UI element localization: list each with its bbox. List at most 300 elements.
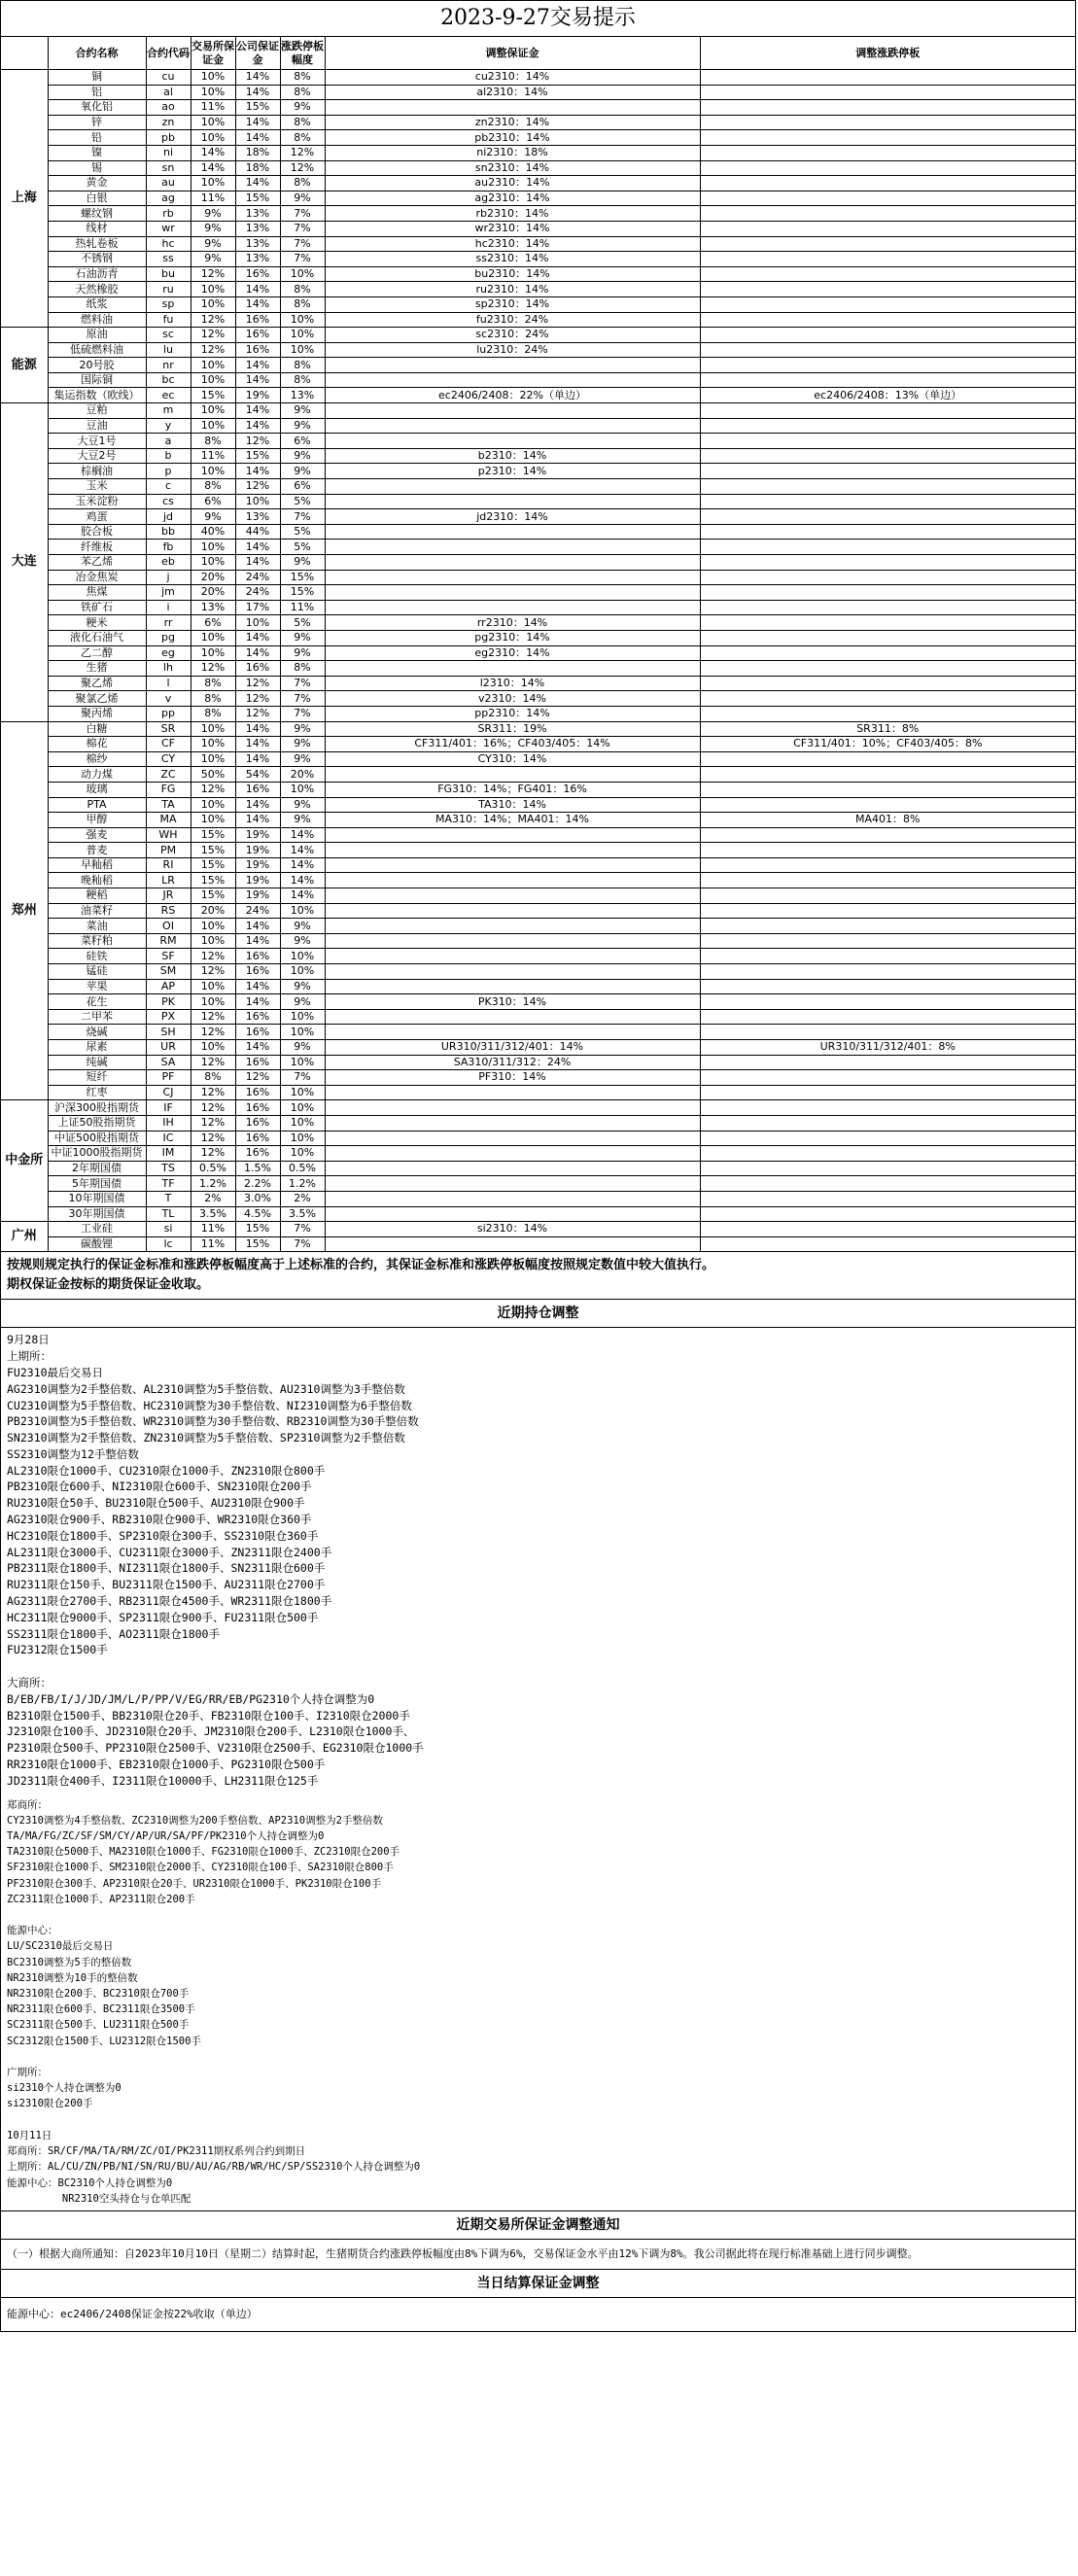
contract-code-cell: lc [146,1236,191,1252]
contract-name-cell: 聚乙烯 [48,676,146,691]
adjusted-margin-cell: UR310/311/312/401：14% [325,1040,700,1056]
company-margin-cell: 13% [235,206,280,222]
exchange-margin-cell: 20% [191,585,235,601]
adjusted-margin-cell [325,418,700,434]
adjusted-margin-cell: ni2310：18% [325,145,700,160]
contract-name-cell: 低硫燃料油 [48,342,146,358]
contract-code-cell: AP [146,979,191,994]
table-row [1,1025,1075,1040]
adjusted-margin-cell: CF311/401：16%；CF403/405：14% [325,737,700,752]
adjusted-price-limit-cell: MA401：8% [700,813,1075,828]
table-row [1,1040,1075,1056]
adjusted-price-limit-cell [700,358,1075,373]
contract-code-cell: IF [146,1100,191,1116]
exchange-margin-cell: 12% [191,1146,235,1162]
price-limit-cell: 5% [280,524,325,540]
adjusted-margin-cell: CY310：14% [325,751,700,767]
contract-code-cell: CF [146,737,191,752]
contract-name-cell: 胶合板 [48,524,146,540]
contract-code-cell: bb [146,524,191,540]
table-row [1,434,1075,449]
company-margin-cell: 19% [235,888,280,904]
company-margin-cell: 16% [235,342,280,358]
company-margin-cell: 16% [235,1009,280,1025]
company-margin-cell: 14% [235,540,280,555]
exchange-margin-cell: 11% [191,1236,235,1252]
rule-note-text: 按规则规定执行的保证金标准和涨跌停板幅度高于上述标准的合约，其保证金标准和涨跌停板幅度按照规定数值中较大值执行。 期权保证金按标的期货保证金收取。 [7,1258,715,1293]
exchange-margin-cell: 10% [191,979,235,994]
adjusted-price-limit-cell [700,661,1075,677]
contract-code-cell: SH [146,1025,191,1040]
price-limit-cell: 8% [280,130,325,146]
company-margin-cell: 14% [235,630,280,645]
contract-code-cell: ao [146,100,191,116]
contract-name-cell: 玻璃 [48,782,146,797]
price-limit-cell: 9% [280,630,325,645]
price-limit-cell: 20% [280,767,325,783]
price-limit-cell: 12% [280,145,325,160]
adjusted-price-limit-cell [700,1100,1075,1116]
adjusted-price-limit-cell [700,767,1075,783]
contract-name-cell: 30年期国债 [48,1206,146,1222]
exchange-margin-cell: 1.2% [191,1176,235,1192]
price-limit-cell: 7% [280,1070,325,1086]
company-margin-cell: 19% [235,843,280,858]
table-row [1,358,1075,373]
exchange-margin-cell: 10% [191,797,235,813]
exchange-margin-cell: 15% [191,888,235,904]
company-margin-cell: 16% [235,661,280,677]
company-margin-cell: 16% [235,1100,280,1116]
margin-notice-title: 近期交易所保证金调整通知 [1,2211,1075,2240]
contract-code-cell: fu [146,312,191,328]
contract-code-cell: UR [146,1040,191,1056]
adjusted-price-limit-cell [700,691,1075,707]
exchange-margin-cell: 8% [191,676,235,691]
price-limit-cell: 10% [280,1131,325,1146]
exchange-margin-cell: 12% [191,661,235,677]
adjusted-price-limit-cell [700,903,1075,919]
table-row [1,919,1075,934]
contract-name-cell: 油菜籽 [48,903,146,919]
exchange-margin-cell: 11% [191,191,235,206]
adjusted-margin-cell: bu2310：14% [325,266,700,282]
adjusted-margin-cell: rb2310：14% [325,206,700,222]
contract-code-cell: fb [146,540,191,555]
table-row [1,266,1075,282]
company-margin-cell: 16% [235,1115,280,1131]
adjusted-price-limit-cell [700,448,1075,464]
table-row [1,540,1075,555]
company-margin-cell: 15% [235,1222,280,1237]
contract-name-cell: 燃料油 [48,312,146,328]
table-row [1,1055,1075,1070]
contract-code-cell: OI [146,919,191,934]
adjusted-price-limit-cell [700,494,1075,509]
exchange-margin-cell: 11% [191,448,235,464]
company-margin-cell: 12% [235,434,280,449]
exchange-margin-cell: 9% [191,221,235,236]
company-margin-cell: 13% [235,252,280,267]
price-limit-cell: 14% [280,843,325,858]
adjusted-margin-cell [325,1115,700,1131]
adjusted-price-limit-cell [700,1131,1075,1146]
price-limit-cell: 10% [280,964,325,980]
exchange-margin-cell: 10% [191,737,235,752]
adjusted-price-limit-cell [700,630,1075,645]
adjusted-price-limit-cell [700,570,1075,585]
price-limit-cell: 8% [280,176,325,191]
adjusted-price-limit-cell [700,1206,1075,1222]
adjusted-price-limit-cell [700,1191,1075,1206]
adjusted-margin-cell [325,903,700,919]
contract-code-cell: sp [146,296,191,312]
table-row [1,737,1075,752]
table-row [1,827,1075,843]
contract-code-cell: SR [146,721,191,737]
adjusted-margin-cell [325,1146,700,1162]
company-margin-cell: 44% [235,524,280,540]
contract-code-cell: hc [146,236,191,252]
adjusted-price-limit-cell [700,1236,1075,1252]
contract-code-cell: FG [146,782,191,797]
exchange-margin-cell: 12% [191,1009,235,1025]
adjusted-margin-cell: eg2310：14% [325,645,700,661]
adjusted-price-limit-cell [700,418,1075,434]
price-limit-cell: 14% [280,873,325,888]
contract-name-cell: 短纤 [48,1070,146,1086]
contract-name-cell: 菜籽粕 [48,933,146,949]
company-margin-cell: 16% [235,1025,280,1040]
adjusted-margin-cell: SA310/311/312：24% [325,1055,700,1070]
exchange-margin-cell: 10% [191,1040,235,1056]
adjusted-price-limit-cell [700,555,1075,571]
table-header-cell: 合约代码 [146,37,191,70]
table-row [1,70,1075,86]
company-margin-cell: 14% [235,130,280,146]
table-header-cell: 调整保证金 [325,37,700,70]
price-limit-cell: 8% [280,372,325,388]
contract-code-cell: nr [146,358,191,373]
price-limit-cell: 10% [280,1085,325,1100]
contract-code-cell: eb [146,555,191,571]
company-margin-cell: 13% [235,236,280,252]
price-limit-cell: 8% [280,282,325,297]
contract-name-cell: 工业硅 [48,1222,146,1237]
adjusted-margin-cell [325,1100,700,1116]
table-row [1,282,1075,297]
adjusted-price-limit-cell [700,296,1075,312]
table-row [1,1236,1075,1252]
company-margin-cell: 14% [235,751,280,767]
table-row [1,706,1075,721]
adjusted-margin-cell: pb2310：14% [325,130,700,146]
adjusted-margin-cell: si2310：14% [325,1222,700,1237]
contract-name-cell: 螺纹钢 [48,206,146,222]
company-margin-cell: 14% [235,282,280,297]
exchange-margin-cell: 10% [191,70,235,86]
exchange-margin-cell: 10% [191,555,235,571]
adjusted-price-limit-cell [700,464,1075,479]
adjusted-price-limit-cell [700,676,1075,691]
exchange-margin-cell: 10% [191,418,235,434]
adjusted-margin-cell: sc2310：24% [325,328,700,343]
company-margin-cell: 14% [235,418,280,434]
exchange-margin-cell: 12% [191,964,235,980]
company-margin-cell: 13% [235,509,280,525]
contract-code-cell: sc [146,328,191,343]
contract-name-cell: 聚丙烯 [48,706,146,721]
table-row [1,994,1075,1010]
adjusted-margin-cell: jd2310：14% [325,509,700,525]
adjusted-price-limit-cell [700,479,1075,495]
company-margin-cell: 12% [235,676,280,691]
price-limit-cell: 10% [280,328,325,343]
price-limit-cell: 6% [280,479,325,495]
contract-code-cell: SF [146,949,191,964]
company-margin-cell: 1.5% [235,1161,280,1176]
contract-name-cell: 纤维板 [48,540,146,555]
contract-name-cell: 红枣 [48,1085,146,1100]
table-row [1,252,1075,267]
adjusted-margin-cell [325,540,700,555]
contract-code-cell: eg [146,645,191,661]
contract-name-cell: 线材 [48,221,146,236]
price-limit-cell: 8% [280,85,325,100]
contract-name-cell: 棉纱 [48,751,146,767]
price-limit-cell: 10% [280,1009,325,1025]
contract-code-cell: cu [146,70,191,86]
contract-name-cell: 5年期国债 [48,1176,146,1192]
adjusted-margin-cell: p2310：14% [325,464,700,479]
contract-code-cell: CJ [146,1085,191,1100]
price-limit-cell: 7% [280,1222,325,1237]
price-limit-cell: 14% [280,827,325,843]
table-row [1,585,1075,601]
adjusted-margin-cell [325,949,700,964]
adjusted-margin-cell [325,767,700,783]
contract-code-cell: rb [146,206,191,222]
contract-name-cell: 不锈钢 [48,252,146,267]
adjusted-margin-cell [325,888,700,904]
price-limit-cell: 9% [280,555,325,571]
contract-code-cell: l [146,676,191,691]
adjusted-margin-cell: lu2310：24% [325,342,700,358]
adjusted-margin-cell [325,372,700,388]
adjusted-margin-cell: sn2310：14% [325,160,700,176]
adjusted-price-limit-cell [700,372,1075,388]
exchange-margin-cell: 3.5% [191,1206,235,1222]
company-margin-cell: 16% [235,964,280,980]
adjusted-price-limit-cell [700,1085,1075,1100]
contract-code-cell: bc [146,372,191,388]
table-row [1,903,1075,919]
contract-name-cell: 碳酸锂 [48,1236,146,1252]
company-margin-cell: 16% [235,1146,280,1162]
adjusted-margin-cell [325,857,700,873]
adjusted-price-limit-cell [700,585,1075,601]
company-margin-cell: 14% [235,358,280,373]
contract-name-cell: 玉米 [48,479,146,495]
company-margin-cell: 19% [235,873,280,888]
exchange-margin-cell: 10% [191,751,235,767]
table-row [1,888,1075,904]
table-row [1,1191,1075,1206]
contract-code-cell: SA [146,1055,191,1070]
contract-code-cell: RM [146,933,191,949]
adjusted-price-limit-cell [700,282,1075,297]
adjusted-price-limit-cell [700,328,1075,343]
exchange-margin-cell: 12% [191,1055,235,1070]
adjusted-price-limit-cell [700,1055,1075,1070]
table-header-cell: 调整涨跌停板 [700,37,1075,70]
table-header-row [1,37,1075,70]
table-row [1,1085,1075,1100]
contract-code-cell: TS [146,1161,191,1176]
exchange-cell: 郑州 [1,721,48,1100]
company-margin-cell: 14% [235,70,280,86]
company-margin-cell: 19% [235,857,280,873]
contract-name-cell: 黄金 [48,176,146,191]
price-limit-cell: 9% [280,448,325,464]
table-header-cell: 合约名称 [48,37,146,70]
company-margin-cell: 15% [235,1236,280,1252]
contract-name-cell: 强麦 [48,827,146,843]
price-limit-cell: 9% [280,979,325,994]
contracts-table-body [1,37,1075,1252]
contract-code-cell: TF [146,1176,191,1192]
contract-code-cell: PX [146,1009,191,1025]
contract-name-cell: 棕榈油 [48,464,146,479]
adjusted-price-limit-cell [700,857,1075,873]
contract-name-cell: 棉花 [48,737,146,752]
adjusted-margin-cell [325,1025,700,1040]
contract-name-cell: 锡 [48,160,146,176]
company-margin-cell: 14% [235,645,280,661]
company-margin-cell: 14% [235,994,280,1010]
contract-code-cell: ec [146,388,191,403]
contract-name-cell: 生猪 [48,661,146,677]
exchange-margin-cell: 12% [191,1131,235,1146]
adjusted-margin-cell [325,933,700,949]
table-row [1,524,1075,540]
exchange-margin-cell: 8% [191,434,235,449]
exchange-margin-cell: 6% [191,494,235,509]
contract-code-cell: ZC [146,767,191,783]
company-margin-cell: 16% [235,328,280,343]
adjusted-margin-cell: b2310：14% [325,448,700,464]
exchange-margin-cell: 12% [191,1085,235,1100]
exchange-cell: 大连 [1,403,48,721]
adjusted-price-limit-cell [700,888,1075,904]
price-limit-cell: 7% [280,252,325,267]
adjusted-price-limit-cell [700,964,1075,980]
exchange-margin-cell: 9% [191,509,235,525]
adjusted-margin-cell: cu2310：14% [325,70,700,86]
exchange-margin-cell: 12% [191,949,235,964]
contract-code-cell: ru [146,282,191,297]
adjusted-margin-cell: SR311：19% [325,721,700,737]
contract-name-cell: 热轧卷板 [48,236,146,252]
contract-code-cell: zn [146,115,191,130]
contract-code-cell: al [146,85,191,100]
table-row [1,964,1075,980]
contract-name-cell: 铁矿石 [48,600,146,615]
adjusted-price-limit-cell [700,979,1075,994]
price-limit-cell: 5% [280,494,325,509]
exchange-cell: 上海 [1,70,48,328]
adjusted-price-limit-cell [700,1176,1075,1192]
adjusted-margin-cell [325,661,700,677]
table-row [1,843,1075,858]
price-limit-cell: 8% [280,358,325,373]
price-limit-cell: 5% [280,540,325,555]
company-margin-cell: 14% [235,372,280,388]
contract-code-cell: a [146,434,191,449]
table-row [1,1070,1075,1086]
company-margin-cell: 17% [235,600,280,615]
company-margin-cell: 19% [235,827,280,843]
price-limit-cell: 15% [280,585,325,601]
contract-name-cell: 锌 [48,115,146,130]
price-limit-cell: 9% [280,994,325,1010]
price-limit-cell: 9% [280,645,325,661]
table-row [1,1176,1075,1192]
contract-name-cell: 二甲苯 [48,1009,146,1025]
adjusted-margin-cell: pg2310：14% [325,630,700,645]
exchange-margin-cell: 14% [191,145,235,160]
table-header-cell: 公司保证金 [235,37,280,70]
contract-name-cell: 铜 [48,70,146,86]
company-margin-cell: 16% [235,1131,280,1146]
company-margin-cell: 14% [235,813,280,828]
adjusted-price-limit-cell [700,100,1075,116]
contract-name-cell: 中证1000股指期货 [48,1146,146,1162]
adjusted-price-limit-cell [700,1070,1075,1086]
exchange-margin-cell: 8% [191,479,235,495]
price-limit-cell: 9% [280,919,325,934]
adjusted-margin-cell: hc2310：14% [325,236,700,252]
table-row [1,85,1075,100]
company-margin-cell: 14% [235,737,280,752]
contract-name-cell: 苯乙烯 [48,555,146,571]
contract-name-cell: 沪深300股指期货 [48,1100,146,1116]
exchange-margin-cell: 12% [191,312,235,328]
adjusted-price-limit-cell [700,782,1075,797]
adjusted-margin-cell [325,919,700,934]
company-margin-cell: 14% [235,1040,280,1056]
adjusted-margin-cell: MA310：14%；MA401：14% [325,813,700,828]
price-limit-cell: 3.5% [280,1206,325,1222]
contract-code-cell: MA [146,813,191,828]
price-limit-cell: 9% [280,721,325,737]
exchange-margin-cell: 8% [191,706,235,721]
contracts-table [1,37,1075,1252]
company-margin-cell: 14% [235,919,280,934]
exchange-margin-cell: 10% [191,372,235,388]
contract-name-cell: 早籼稻 [48,857,146,873]
adjusted-price-limit-cell [700,645,1075,661]
table-row [1,464,1075,479]
settlement-margin-title: 当日结算保证金调整 [1,2270,1075,2298]
price-limit-cell: 7% [280,691,325,707]
exchange-margin-cell: 12% [191,1100,235,1116]
exchange-margin-cell: 15% [191,388,235,403]
company-margin-cell: 10% [235,494,280,509]
contract-name-cell: 10年期国债 [48,1191,146,1206]
exchange-margin-cell: 20% [191,570,235,585]
price-limit-cell: 14% [280,857,325,873]
